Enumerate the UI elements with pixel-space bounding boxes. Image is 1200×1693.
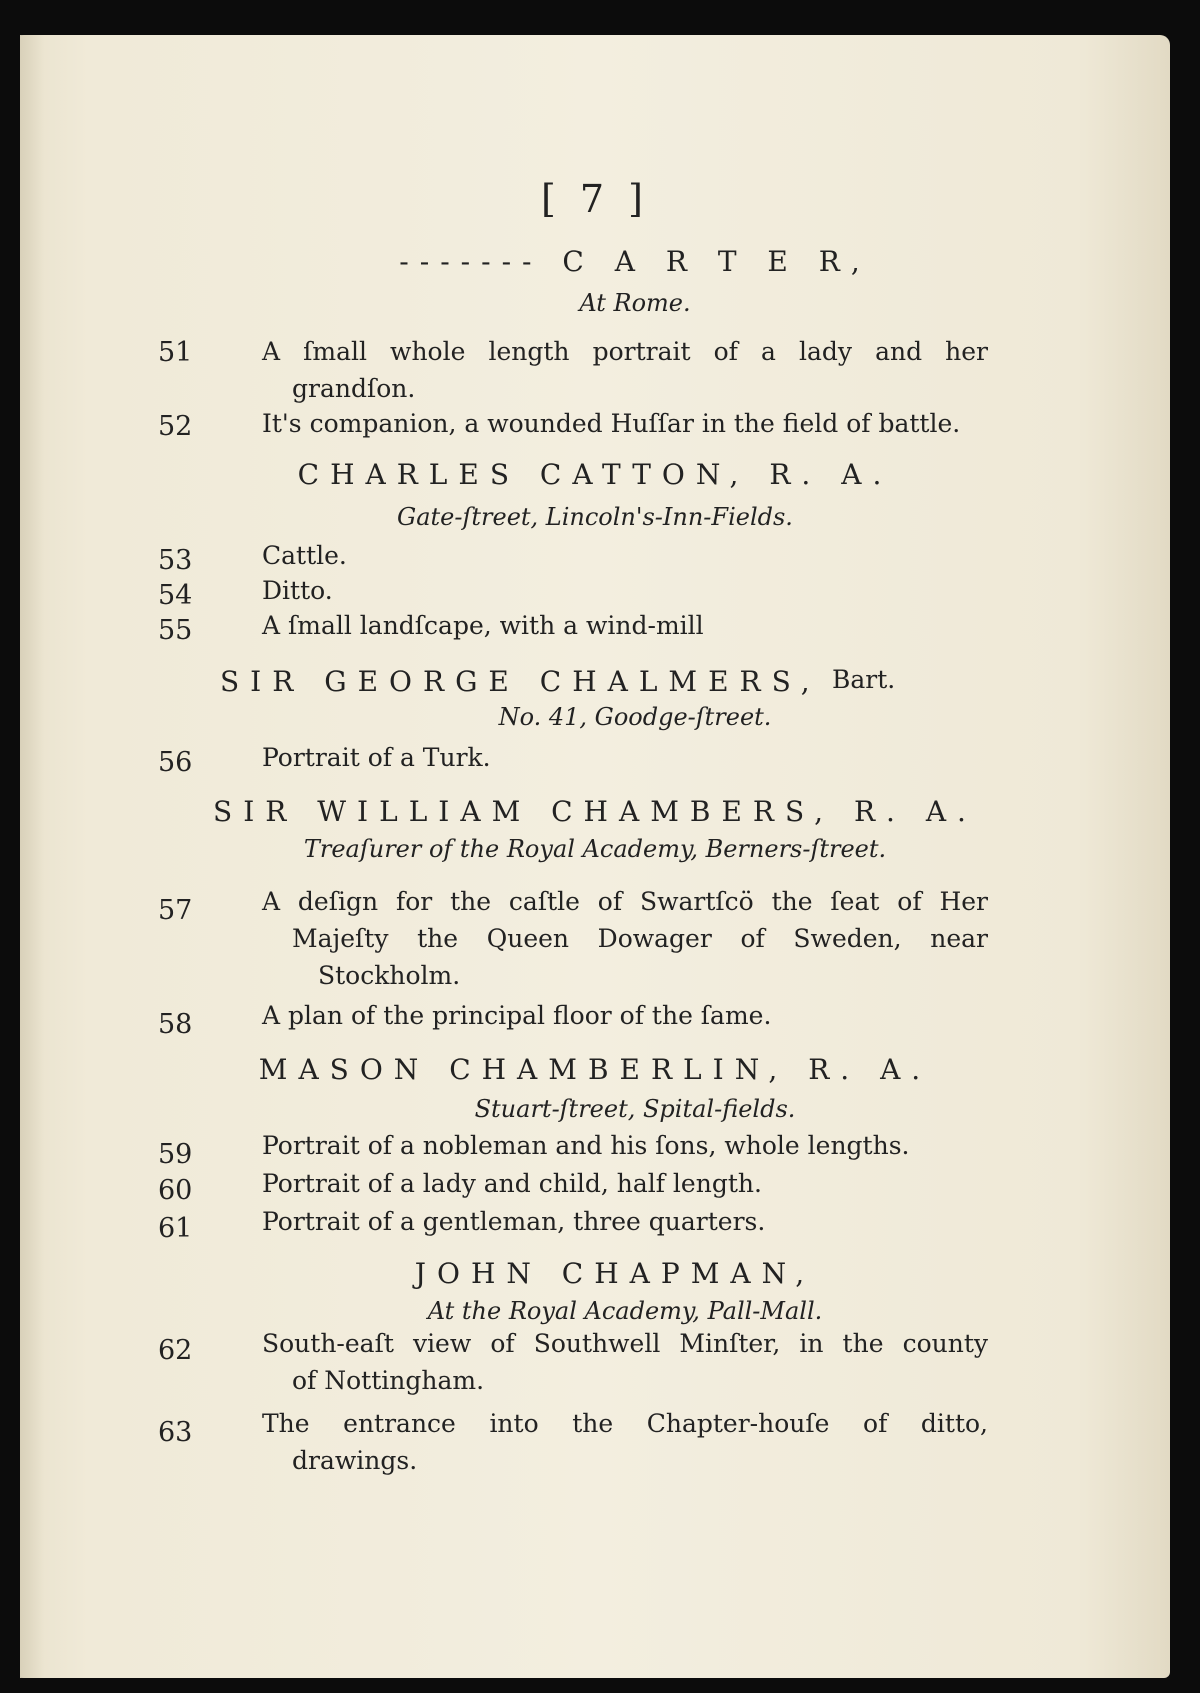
entry-text: A ſmall landſcape, with a wind-mill [262,611,704,640]
artist-heading-chalmers: SIR GEORGE CHALMERS, [220,665,821,698]
entry-text [262,883,988,994]
entry-text: Portrait of a gentleman, three quarters. [262,1207,766,1236]
entry-text: Ditto. [262,576,333,605]
entry-number: 60 [158,1175,193,1206]
entry-text: Cattle. [262,541,347,570]
entry-line: A ſmall whole length portrait of a lady and her [262,337,988,366]
entry-text [262,333,988,407]
entry-number: 61 [158,1213,193,1244]
entry-number: 52 [158,411,193,442]
entry-text: A plan of the principal floor of the ſame. [262,1001,772,1030]
entry-text [262,1405,988,1479]
entry-line: The entrance into the Chapter-houſe of ditto, [262,1409,988,1438]
entry-number: 59 [158,1139,193,1170]
entry-number: 56 [158,747,193,778]
artist-address-chapman: At the Royal Academy, Pall-Mall. [427,1297,823,1325]
entry-line: It's companion, a wounded Huſſar in the field of battle. [262,409,961,438]
artist-heading-carter: ------- C A R T E R, [399,245,871,278]
entry-text: Portrait of a lady and child, half length. [262,1169,762,1198]
entry-line: of Nottingham. [292,1366,485,1395]
entry-number: 55 [158,615,193,646]
entry-text: Portrait of a nobleman and his ſons, whole lengths. [262,1131,910,1160]
entry-line: Majeſty the Queen Dowager of Sweden, near [292,924,988,953]
entry-line: South-eaſt view of Southwell Minſter, in the county [262,1329,988,1358]
artist-address-catton: Gate-ſtreet, Lincoln's-Inn-Fields. [397,503,793,531]
entry-number: 54 [158,580,193,611]
entry-text [262,1325,988,1399]
entry-number: 57 [158,895,193,926]
entry-line: Stockholm. [318,961,461,990]
page-number: [ 7 ] [541,177,649,221]
artist-address-chalmers: No. 41, Goodge-ſtreet. [498,703,772,731]
artist-heading-chambers: SIR WILLIAM CHAMBERS, R. A. [213,795,977,828]
artist-heading-catton: CHARLES CATTON, R. A. [297,458,893,491]
entry-number: 51 [158,337,193,368]
entry-line: grandſon. [292,374,416,403]
entry-text [262,405,988,442]
artist-address-chamberlin: Stuart-ſtreet, Spital-fields. [474,1095,796,1123]
artist-heading-chamberlin: MASON CHAMBERLIN, R. A. [258,1053,932,1086]
artist-address-chambers: Treaſurer of the Royal Academy, Berners-ſtreet. [303,835,887,863]
artist-title-suffix: Bart. [832,665,896,694]
artist-heading-chapman: JOHN CHAPMAN, [414,1257,816,1290]
entry-number: 53 [158,545,193,576]
entry-number: 58 [158,1009,193,1040]
entry-line: A deſign for the caſtle of Swartſcö the ſeat of Her [262,887,988,916]
entry-line: drawings. [292,1446,418,1475]
entry-text: Portrait of a Turk. [262,743,491,772]
artist-address-carter: At Rome. [579,289,691,317]
book-page [20,35,1170,1678]
entry-number: 62 [158,1335,193,1366]
entry-number: 63 [158,1417,193,1448]
